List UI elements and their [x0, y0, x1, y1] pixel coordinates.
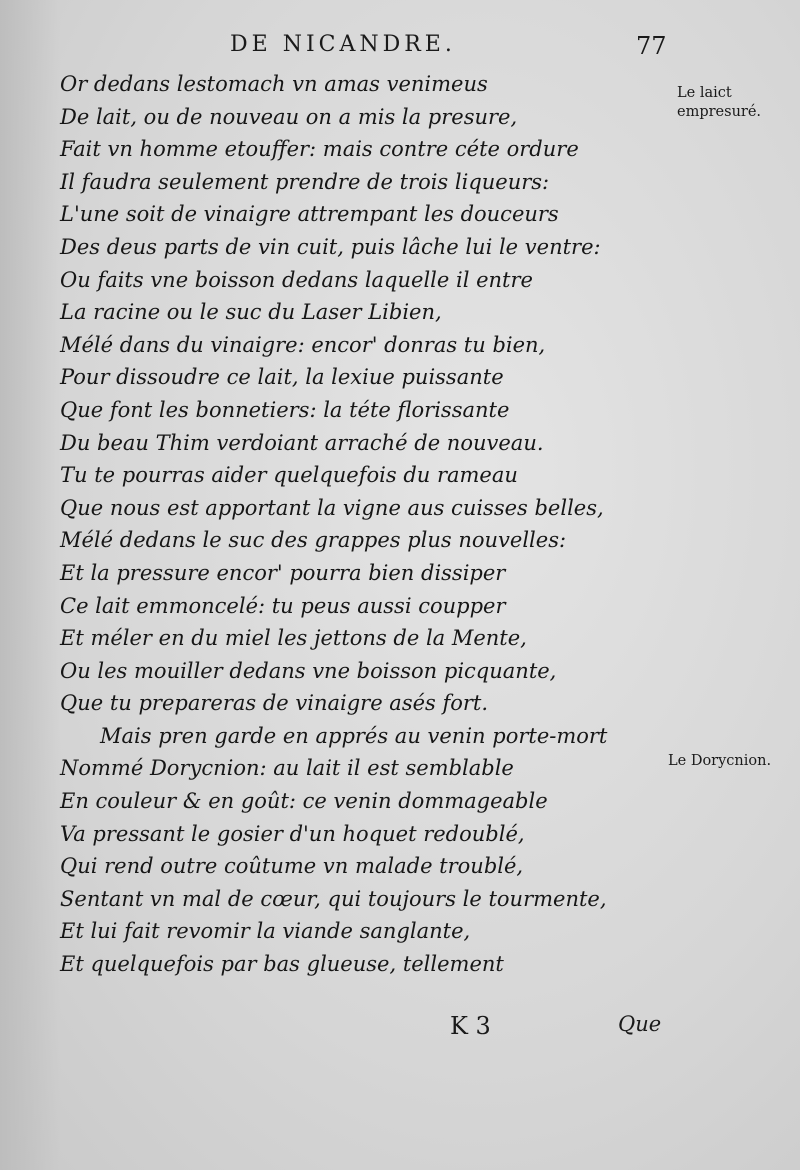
verse-line: Que nous est apportant la vigne aus cuisses belles,: [60, 495, 604, 520]
signature-mark: K 3: [450, 1012, 491, 1040]
verse-line: Mélé dedans le suc des grappes plus nouvelles:: [60, 528, 567, 553]
verse-line: Va pressant le gosier d'un hoquet redoublé,: [60, 821, 525, 846]
verse-line: Mélé dans du vinaigre: encor' donras tu bien,: [60, 332, 546, 357]
verse-line: Des deus parts de vin cuit, puis lâche lui le ventre:: [60, 234, 601, 259]
catchword: Que: [618, 1012, 662, 1036]
verse-line: Sentant vn mal de cœur, qui toujours le tourmente,: [60, 886, 607, 911]
running-head: DE NICANDRE.: [230, 32, 456, 57]
verse-line: De lait, ou de nouveau on a mis la presure,: [60, 104, 518, 129]
page-number: 77: [636, 32, 667, 60]
verse-line: Et méler en du miel les jettons de la Mente,: [60, 626, 527, 651]
verse-line: Pour dissoudre ce lait, la lexiue puissante: [60, 365, 504, 390]
verse-line: Ou faits vne boisson dedans laquelle il entre: [60, 267, 533, 292]
verse-line: Que tu prepareras de vinaigre asés fort.: [60, 691, 489, 716]
verse-line: Il faudra seulement prendre de trois liqueurs:: [60, 169, 550, 194]
verse-line: Et quelquefois par bas glueuse, tellement: [60, 952, 504, 977]
verse-line: Ce lait emmoncelé: tu peus aussi coupper: [60, 593, 506, 618]
poem-text: [60, 68, 660, 981]
margin-note: Le Dorycnion.: [668, 753, 772, 769]
verse-line: Nommé Dorycnion: au lait il est semblable: [60, 756, 514, 781]
margin-note: Le laict empresuré.: [677, 85, 762, 120]
page-header: [0, 32, 800, 72]
verse-line: Qui rend outre coûtume vn malade troublé,: [60, 854, 524, 879]
verse-line: Et lui fait revomir la viande sanglante,: [60, 919, 471, 944]
page-gutter-shadow: [0, 0, 60, 1170]
verse-line: Du beau Thim verdoiant arraché de nouveau.: [60, 430, 544, 455]
verse-line: Mais pren garde en apprés au venin porte-mort: [100, 723, 608, 748]
verse-line: En couleur & en goût: ce venin dommageable: [60, 789, 548, 814]
verse-line: Ou les mouiller dedans vne boisson picquante,: [60, 658, 557, 683]
verse-line: Tu te pourras aider quelquefois du rameau: [60, 463, 518, 488]
verse-line: Or dedans lestomach vn amas venimeus: [60, 72, 488, 96]
verse-line: Et la pressure encor' pourra bien dissiper: [60, 560, 506, 585]
verse-line: Que font les bonnetiers: la téte florissante: [60, 397, 510, 422]
verse-line: La racine ou le suc du Laser Libien,: [60, 300, 442, 325]
verse-line: Fait vn homme etouffer: mais contre céte ordure: [60, 137, 579, 162]
verse-line: L'une soit de vinaigre attrempant les douceurs: [60, 202, 559, 227]
